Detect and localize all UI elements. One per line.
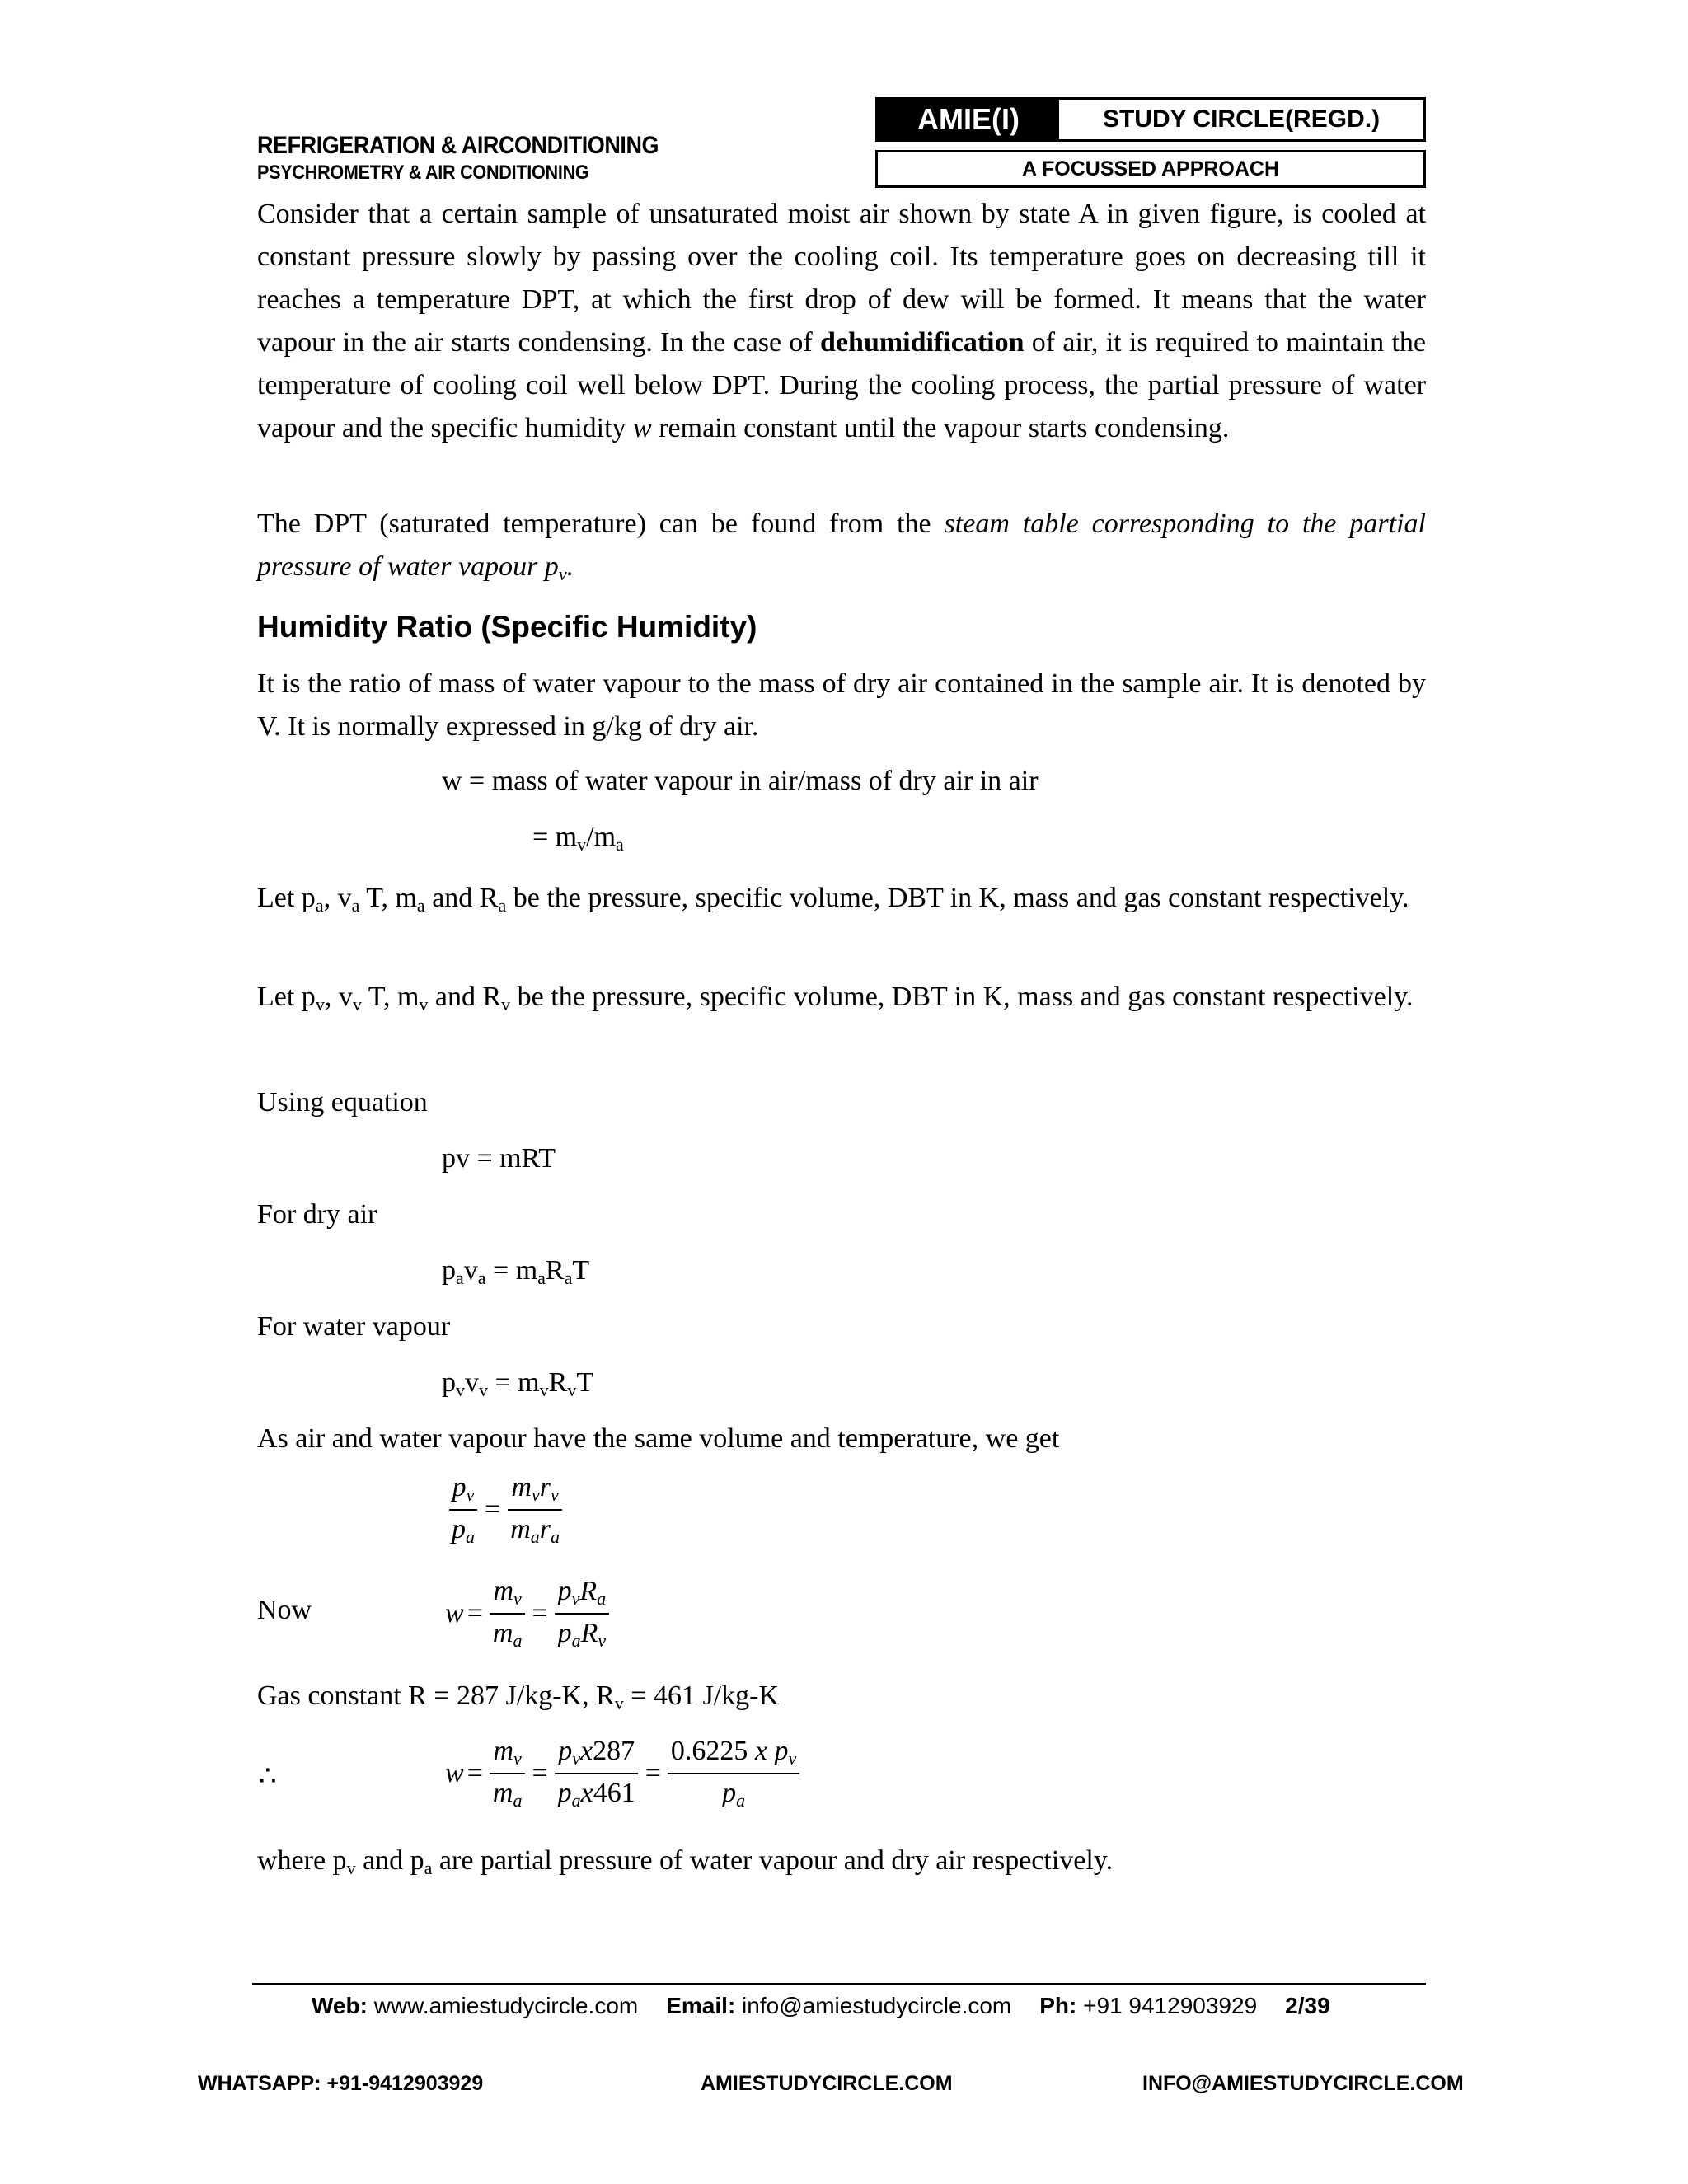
let-a-text-5: be the pressure, specific volume, DBT in K, mass and gas constant respectively.: [506, 883, 1409, 913]
frac-sub: v: [513, 1588, 522, 1609]
fraction-mr: [507, 1472, 563, 1548]
paragraph-dew-point: [257, 193, 1426, 450]
frac-sub: a: [597, 1588, 607, 1609]
email-caps: INFO@AMIESTUDYCIRCLE.COM: [1142, 2072, 1464, 2095]
para2-end: .: [566, 551, 574, 582]
logo-study-circle-text: STUDY CIRCLE(REGD.): [1102, 105, 1381, 133]
footer-web-label: Web:: [312, 1993, 368, 2018]
frac-sub: v: [571, 1588, 580, 1609]
frac-p: p: [452, 1472, 467, 1502]
therefore-symbol: ∴: [259, 1761, 277, 1792]
para1-text-c: remain constant until the vapour starts condensing.: [651, 413, 1230, 443]
let-v-sub-4: v: [501, 994, 511, 1015]
study-circle-logo: [875, 97, 1426, 142]
frac-p: p: [722, 1778, 737, 1808]
where-sub-a: a: [424, 1858, 433, 1878]
fraction-pv-pa: [448, 1472, 478, 1548]
para1-bold-term: dehumidification: [820, 327, 1025, 358]
footer-email-link[interactable]: info@amiestudycircle.com: [742, 1993, 1012, 2018]
frac-m: m: [493, 1576, 514, 1606]
dry-eq: = m: [485, 1255, 538, 1286]
dry-m-sub: a: [537, 1268, 546, 1288]
w-ratio-mid: /m: [586, 822, 617, 852]
section-heading: Humidity Ratio (Specific Humidity): [257, 610, 757, 644]
text-for-dry-air: For dry air: [257, 1199, 377, 1230]
equals-sign: =: [485, 1494, 501, 1525]
frac-p-sub-v: v: [466, 1484, 475, 1505]
let-v-text-3: T, m: [361, 982, 420, 1012]
let-v-sub-3: v: [419, 994, 429, 1015]
where-sub-v: v: [346, 1858, 356, 1878]
para2-text: The DPT (saturated temperature) can be found from the: [257, 509, 945, 539]
equation-w-ratio: [532, 821, 624, 854]
equation-dry-air: [442, 1254, 589, 1287]
fraction-287-461: [555, 1736, 639, 1811]
page-number: 2/39: [1285, 1993, 1330, 2018]
w-ratio-sub-v: v: [577, 834, 587, 855]
where-text-1: where p: [257, 1845, 347, 1876]
let-a-sub-3: a: [416, 895, 425, 916]
frac-sub: v: [788, 1748, 797, 1769]
frac-sub: a: [513, 1630, 523, 1651]
whatsapp-contact: WHATSAPP: +91-9412903929: [198, 2072, 484, 2095]
where-text-3: are partial pressure of water vapour and dry air respectively.: [432, 1845, 1114, 1876]
text-using-equation: Using equation: [257, 1087, 428, 1118]
frac-p: p: [557, 1618, 572, 1648]
equals-sign: =: [467, 1598, 483, 1629]
footer-phone: +91 9412903929: [1083, 1993, 1258, 2018]
header-topic: PSYCHROMETRY & AIR CONDITIONING: [257, 162, 589, 184]
equals-sign: =: [532, 1598, 548, 1629]
equation-humidity-ratio: [445, 1576, 612, 1652]
frac-p: p: [558, 1736, 573, 1766]
frac-p: p: [774, 1736, 789, 1766]
let-v-text-1: Let p: [257, 982, 316, 1012]
vap-v-sub: v: [479, 1380, 488, 1400]
frac-m: m: [510, 1514, 531, 1544]
frac-p: p: [452, 1514, 466, 1544]
frac-x: x: [580, 1778, 593, 1808]
para1-text-a: Consider that a certain sample of unsaturated moist air shown by state A in given figure, is cooled at constant pressure slowly by passing over the cooling coil. Its temperature goes on decreasing till it reaches a temperature DPT, at which the first drop of dew will be formed. It means that the water vapour in the air starts condensing. In the case of: [257, 199, 1426, 358]
frac-sub: v: [550, 1484, 559, 1505]
dry-R-sub: a: [564, 1268, 573, 1288]
text-same-volume: As air and water vapour have the same volume and temperature, we get: [257, 1423, 1060, 1454]
frac-sub: a: [530, 1526, 540, 1547]
frac-x: x: [754, 1736, 767, 1766]
para1-italic-w: w: [633, 413, 652, 443]
footer-contact: [312, 1993, 1330, 2019]
frac-R: R: [580, 1618, 598, 1648]
paragraph-dpt-steam-table: [257, 503, 1426, 588]
dry-p: p: [442, 1255, 456, 1286]
footer-divider: [252, 1983, 1426, 1985]
header-subject-block: [257, 132, 703, 185]
let-v-sub-1: v: [315, 994, 325, 1015]
fraction-pR: [555, 1576, 610, 1652]
frac-m: m: [492, 1778, 513, 1808]
vap-R: R: [548, 1367, 568, 1398]
let-a-sub-4: a: [498, 895, 507, 916]
frac-r: r: [539, 1472, 551, 1502]
paragraph-let-water-vapour: [257, 976, 1426, 1019]
frac-r: r: [539, 1514, 551, 1544]
frac-p: p: [557, 1778, 572, 1808]
para2-italic-text: steam table corresponding to the partial pressure of water vapour p: [257, 509, 1426, 582]
equation-final-humidity-ratio: [445, 1736, 803, 1811]
where-text-2: and p: [355, 1845, 424, 1876]
let-v-text-4: and R: [428, 982, 502, 1012]
let-v-text-5: be the pressure, specific volume, DBT in K, mass and gas constant respectively.: [510, 982, 1414, 1012]
dry-v: v: [463, 1255, 478, 1286]
frac-p-sub-a: a: [466, 1526, 475, 1547]
paragraph-humidity-ratio: It is the ratio of mass of water vapour to the mass of dry air contained in the sample air. It is denoted by V. It is normally expressed in g/kg of dry air.: [257, 668, 1426, 742]
vap-p-sub: v: [456, 1380, 465, 1400]
vap-T: T: [576, 1367, 594, 1398]
para1-text-b: of air, it is required to maintain the temperature of cooling coil well below DPT. During the cooling process, the partial pressure of water vapour and the specific humidity: [257, 327, 1426, 443]
equation-ideal-gas: pv = mRT: [442, 1143, 556, 1174]
vap-m-sub: v: [539, 1380, 549, 1400]
dry-v-sub: a: [477, 1268, 486, 1288]
fraction-mv-ma: [490, 1736, 526, 1811]
frac-R: R: [579, 1576, 598, 1606]
logo-amie-text: AMIE(I): [878, 100, 1059, 139]
let-a-text-2: , v: [323, 883, 352, 913]
let-a-sub-2: a: [351, 895, 360, 916]
equation-pressure-ratio: [445, 1472, 566, 1548]
frac-sub: v: [531, 1484, 540, 1505]
frac-m: m: [493, 1736, 514, 1766]
frac-sub: v: [513, 1748, 522, 1769]
para2-sub: v: [558, 564, 567, 584]
frac-sub: v: [572, 1748, 580, 1769]
vap-p: p: [442, 1367, 456, 1398]
frac-p: p: [557, 1576, 572, 1606]
frac-sub: a: [513, 1790, 523, 1811]
vap-R-sub: v: [567, 1380, 577, 1400]
gas-constant-sub: v: [614, 1693, 624, 1713]
let-a-sub-1: a: [315, 895, 324, 916]
equation-water-vapour: [442, 1366, 593, 1399]
equals-sign: =: [467, 1758, 483, 1788]
fraction-coef: [668, 1736, 799, 1811]
frac-sub: a: [736, 1790, 746, 1811]
dry-R: R: [545, 1255, 565, 1286]
footer-email-label: Email:: [666, 1993, 736, 2018]
fraction-mv-ma: [490, 1576, 526, 1652]
frac-m: m: [492, 1618, 513, 1648]
frac-sub: a: [550, 1526, 560, 1547]
text-for-water-vapour: For water vapour: [257, 1311, 451, 1342]
frac-x: x: [580, 1736, 593, 1766]
number-287: 287: [593, 1736, 635, 1766]
dry-p-sub: a: [456, 1268, 464, 1288]
vap-v: v: [465, 1367, 479, 1398]
var-w: w: [445, 1758, 464, 1788]
gas-constant-text-2: = 461 J/kg-K: [623, 1680, 779, 1711]
let-a-text-3: T, m: [359, 883, 417, 913]
dry-T: T: [572, 1255, 590, 1286]
footer-web-link[interactable]: www.amiestudycircle.com: [373, 1993, 639, 2018]
gas-constant-text-1: Gas constant R = 287 J/kg-K, R: [257, 1680, 615, 1711]
frac-sub: a: [571, 1630, 581, 1651]
var-w: w: [445, 1598, 464, 1629]
header-tagline: A FOCUSSED APPROACH: [875, 150, 1426, 188]
text-gas-constant: [257, 1680, 779, 1713]
equals-sign: =: [532, 1758, 548, 1788]
let-v-text-2: , v: [324, 982, 353, 1012]
let-a-text-4: and R: [424, 883, 499, 913]
w-ratio-pre: = m: [532, 822, 578, 852]
w-ratio-sub-a: a: [616, 834, 624, 855]
footer-phone-label: Ph:: [1039, 1993, 1077, 2018]
let-v-sub-2: v: [352, 994, 362, 1015]
frac-m: m: [511, 1472, 532, 1502]
equals-sign: =: [645, 1758, 661, 1788]
equation-w-definition: w = mass of water vapour in air/mass of dry air in air: [442, 766, 1039, 796]
site-name: AMIESTUDYCIRCLE.COM: [701, 2072, 953, 2095]
vap-eq: = m: [488, 1367, 540, 1398]
number-coef: 0.6225: [670, 1736, 748, 1766]
frac-sub: v: [598, 1630, 607, 1651]
paragraph-let-dry-air: [257, 877, 1426, 920]
let-a-text-1: Let p: [257, 883, 316, 913]
frac-sub: a: [571, 1790, 581, 1811]
text-now: Now: [257, 1595, 312, 1625]
text-where-partial-pressure: [257, 1844, 1113, 1877]
number-461: 461: [593, 1778, 635, 1808]
header-subject: REFRIGERATION & AIRCONDITIONING: [257, 132, 659, 159]
